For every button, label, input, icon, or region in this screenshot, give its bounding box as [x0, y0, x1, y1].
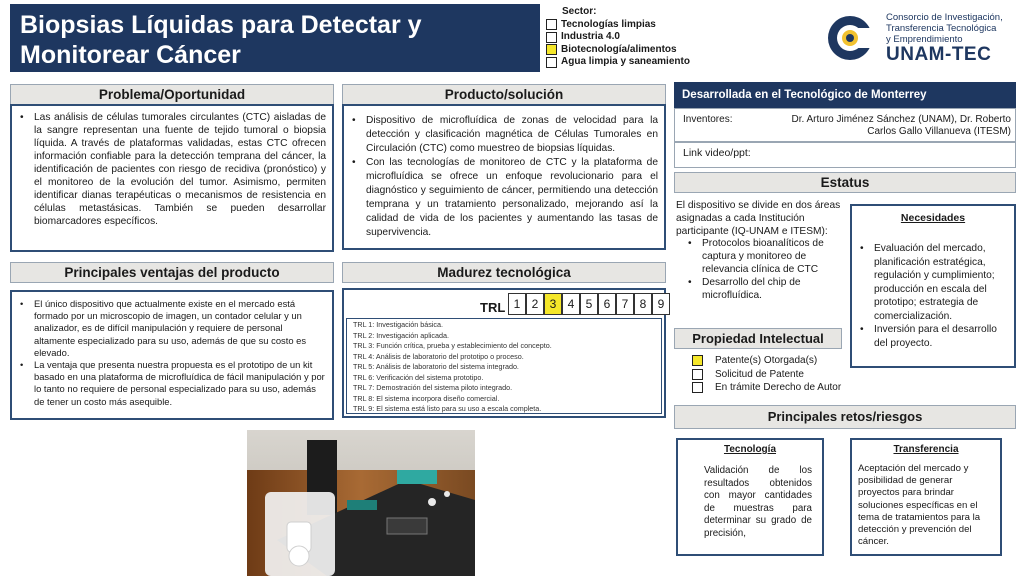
estatus-body — [676, 200, 846, 302]
problema-box — [10, 104, 334, 252]
producto-box — [342, 104, 666, 250]
propiedad-item-label: En trámite Derecho de Autor — [715, 382, 842, 393]
trl-cell: 9 — [652, 293, 670, 315]
trl-description: TRL 1: Investigación básica. — [353, 320, 444, 329]
page-title-line2: Monitorear Cáncer — [20, 41, 241, 69]
trl-label: TRL — [480, 300, 506, 315]
desarrollada-header: Desarrollada en el Tecnológico de Monterrey — [674, 82, 1016, 108]
sector-item — [546, 56, 706, 69]
logo-brand: UNAM-TEC — [886, 44, 992, 65]
propiedad-item-label: Solicitud de Patente — [715, 368, 804, 380]
sector-item — [546, 31, 706, 44]
sector-item-label: Industria 4.0 — [561, 31, 620, 42]
trl-cell: 5 — [580, 293, 598, 315]
page-title-line1: Biopsias Líquidas para Detectar y — [20, 11, 422, 39]
trl-cell: 1 — [508, 293, 526, 315]
trl-description: TRL 3: Función crítica, prueba y establecimiento del concepto. — [353, 341, 552, 350]
producto-item: • Dispositivo de microfluídica de zonas de velocidad para la detección y clasificación magnética de Células Tumorales en Circulación (CTC) como muestreo de biopsias líquidas. — [350, 114, 658, 156]
propiedad-list — [692, 354, 841, 395]
sector-item-label: Tecnologías limpias — [561, 18, 656, 30]
inventores-value: Dr. Arturo Jiménez Sánchez (UNAM), Dr. Roberto Carlos Gallo Villanueva (ITESM) — [791, 114, 1011, 137]
sector-item — [546, 19, 706, 32]
trl-cell: 2 — [526, 293, 544, 315]
checkbox-icon — [692, 382, 703, 393]
trl-description: TRL 6: Verificación del sistema prototipo. — [353, 372, 484, 382]
trl-cell: 4 — [562, 293, 580, 315]
necesidades-header: Necesidades — [900, 212, 966, 224]
inventores-row — [674, 108, 1016, 142]
unam-tec-logo — [820, 10, 1020, 66]
estatus-item: • Protocolos bioanalíticos de captura y monitoreo de relevancia clínica de CTC — [686, 238, 846, 276]
sector-label: Sector: — [562, 6, 597, 17]
producto-item: • Con las tecnologías de monitoreo de CTC y la plataforma de microfluídica se ofrece un enfoque revolucionario para el diagnóstico y seguimiento de cáncer, permitiendo una detección temprana y un tratamiento personalizado, mejorando así la calidad de vida de los pacientes y aumentando las tasas de supervivencia. — [350, 156, 658, 240]
trl-cell: 7 — [616, 293, 634, 315]
producto-header: Producto/solución — [342, 84, 666, 105]
title-banner — [10, 4, 540, 72]
device-photo-illustration — [247, 430, 475, 576]
inventores-label: Inventores: — [683, 114, 733, 125]
ventajas-item: • El único dispositivo que actualmente existe en el mercado está formado por un microscopio de imagen, un contador celular y un analizador, es de difícil manipulación y requiere de personal altamente especializado para su uso, además de que su costo es elevado. — [18, 298, 326, 359]
ventajas-box — [10, 290, 334, 420]
checkbox-icon — [546, 32, 557, 43]
unam-tec-logo-icon — [820, 10, 882, 66]
logo-line1: Consorcio de Investigación, — [886, 12, 1003, 23]
problema-text: • Las análisis de células tumorales circulantes (CTC) aisladas de la sangre representan una fuente de tejido tumoral o biopsia líquida. A través de plataformas validadas, estas CTC ofrecen información confiable para la detección temprana del cáncer, la identificación de pacientes con riesgo de recidiva (pronóstico) y el monitoreo de la evolución del tumor. Asimismo, permiten identificar dianas terapéuticas o mecanismos de resistencia en células metastásicas. También se pueden desarrollar biomarcadores específicos. — [18, 111, 326, 228]
link-label: Link video/ppt: — [683, 147, 751, 159]
madurez-header: Madurez tecnológica — [342, 262, 666, 283]
sector-item — [546, 44, 706, 57]
trl-description: TRL 8: El sistema incorpora diseño comercial. — [353, 393, 500, 403]
necesidades-box — [850, 204, 1016, 368]
logo-line3: y Emprendimiento — [886, 34, 963, 45]
trl-description: TRL 7: Demostración del sistema piloto integrado. — [353, 383, 513, 392]
propiedad-item — [692, 368, 841, 382]
estatus-intro: El dispositivo se divide en dos áreas asignadas a cada Institución participante (IQ-UNAM e ITESM): — [676, 200, 841, 237]
propiedad-item-label: Patente(s) Otorgada(s) — [715, 355, 818, 366]
trl-scale — [508, 293, 670, 315]
sector-item-label: Biotecnología/alimentos — [561, 43, 677, 55]
sector-item-label: Agua limpia y saneamiento — [561, 56, 690, 67]
checkbox-checked-icon — [546, 44, 557, 55]
microfluidic-device-photo — [247, 430, 475, 576]
retos-transferencia-box — [850, 438, 1002, 556]
trl-cell: 6 — [598, 293, 616, 315]
trl-description: TRL 5: Análisis de laboratorio del sistema integrado. — [353, 362, 519, 371]
retos-header: Principales retos/riesgos — [674, 405, 1016, 429]
propiedad-header: Propiedad Intelectual — [674, 328, 842, 349]
logo-line2: Transferencia Tecnológica — [886, 23, 997, 34]
necesidades-item: • Inversión para el desarrollo del proyecto. — [858, 323, 1008, 350]
ventajas-item: • La ventaja que presenta nuestra propuesta es el prototipo de un kit basado en una plataforma de microfluídica de fácil manipulación y por lo tanto no requiere de personal especializado para su uso, además de tener un costo más asequible. — [18, 359, 326, 408]
retos-tecnologia-box — [676, 438, 824, 556]
propiedad-item — [692, 354, 841, 368]
checkbox-icon — [692, 369, 703, 380]
trl-description: TRL 2: Investigación aplicada. — [353, 330, 450, 340]
ventajas-header: Principales ventajas del producto — [10, 262, 334, 283]
sector-list — [546, 6, 706, 69]
problema-header: Problema/Oportunidad — [10, 84, 334, 105]
trl-cell-current: 3 — [544, 293, 562, 315]
propiedad-item — [692, 381, 841, 395]
checkbox-icon — [546, 57, 557, 68]
checkbox-checked-icon — [692, 355, 703, 366]
trl-description: TRL 4: Análisis de laboratorio del prototipo o proceso. — [353, 351, 524, 361]
retos-transferencia-text: Aceptación del mercado y posibilidad de generar proyectos para brindar soluciones específicas en el tema de tratamientos para la detección y prevención del cáncer. — [858, 463, 981, 548]
estatus-item: • Desarrollo del chip de microfluídica. — [686, 277, 846, 303]
necesidades-item: • Evaluación del mercado, planificación estratégica, regulación y cumplimiento; producción en escala del prototipo; estrategia de comercialización. — [858, 242, 1008, 323]
trl-cell: 8 — [634, 293, 652, 315]
retos-transferencia-title: Transferencia — [893, 444, 959, 455]
retos-tecnologia-title: Tecnología — [723, 444, 777, 455]
retos-tecnologia-text: Validación de los resultados obtenidos con mayor cantidades de muestras para determinar su grado de precisión, — [704, 465, 812, 539]
estatus-header: Estatus — [674, 172, 1016, 193]
trl-description: TRL 9: El sistema está listo para su uso a escala completa. — [353, 404, 542, 413]
trl-descriptions — [346, 318, 662, 414]
checkbox-icon — [546, 19, 557, 30]
link-row — [674, 142, 1016, 168]
